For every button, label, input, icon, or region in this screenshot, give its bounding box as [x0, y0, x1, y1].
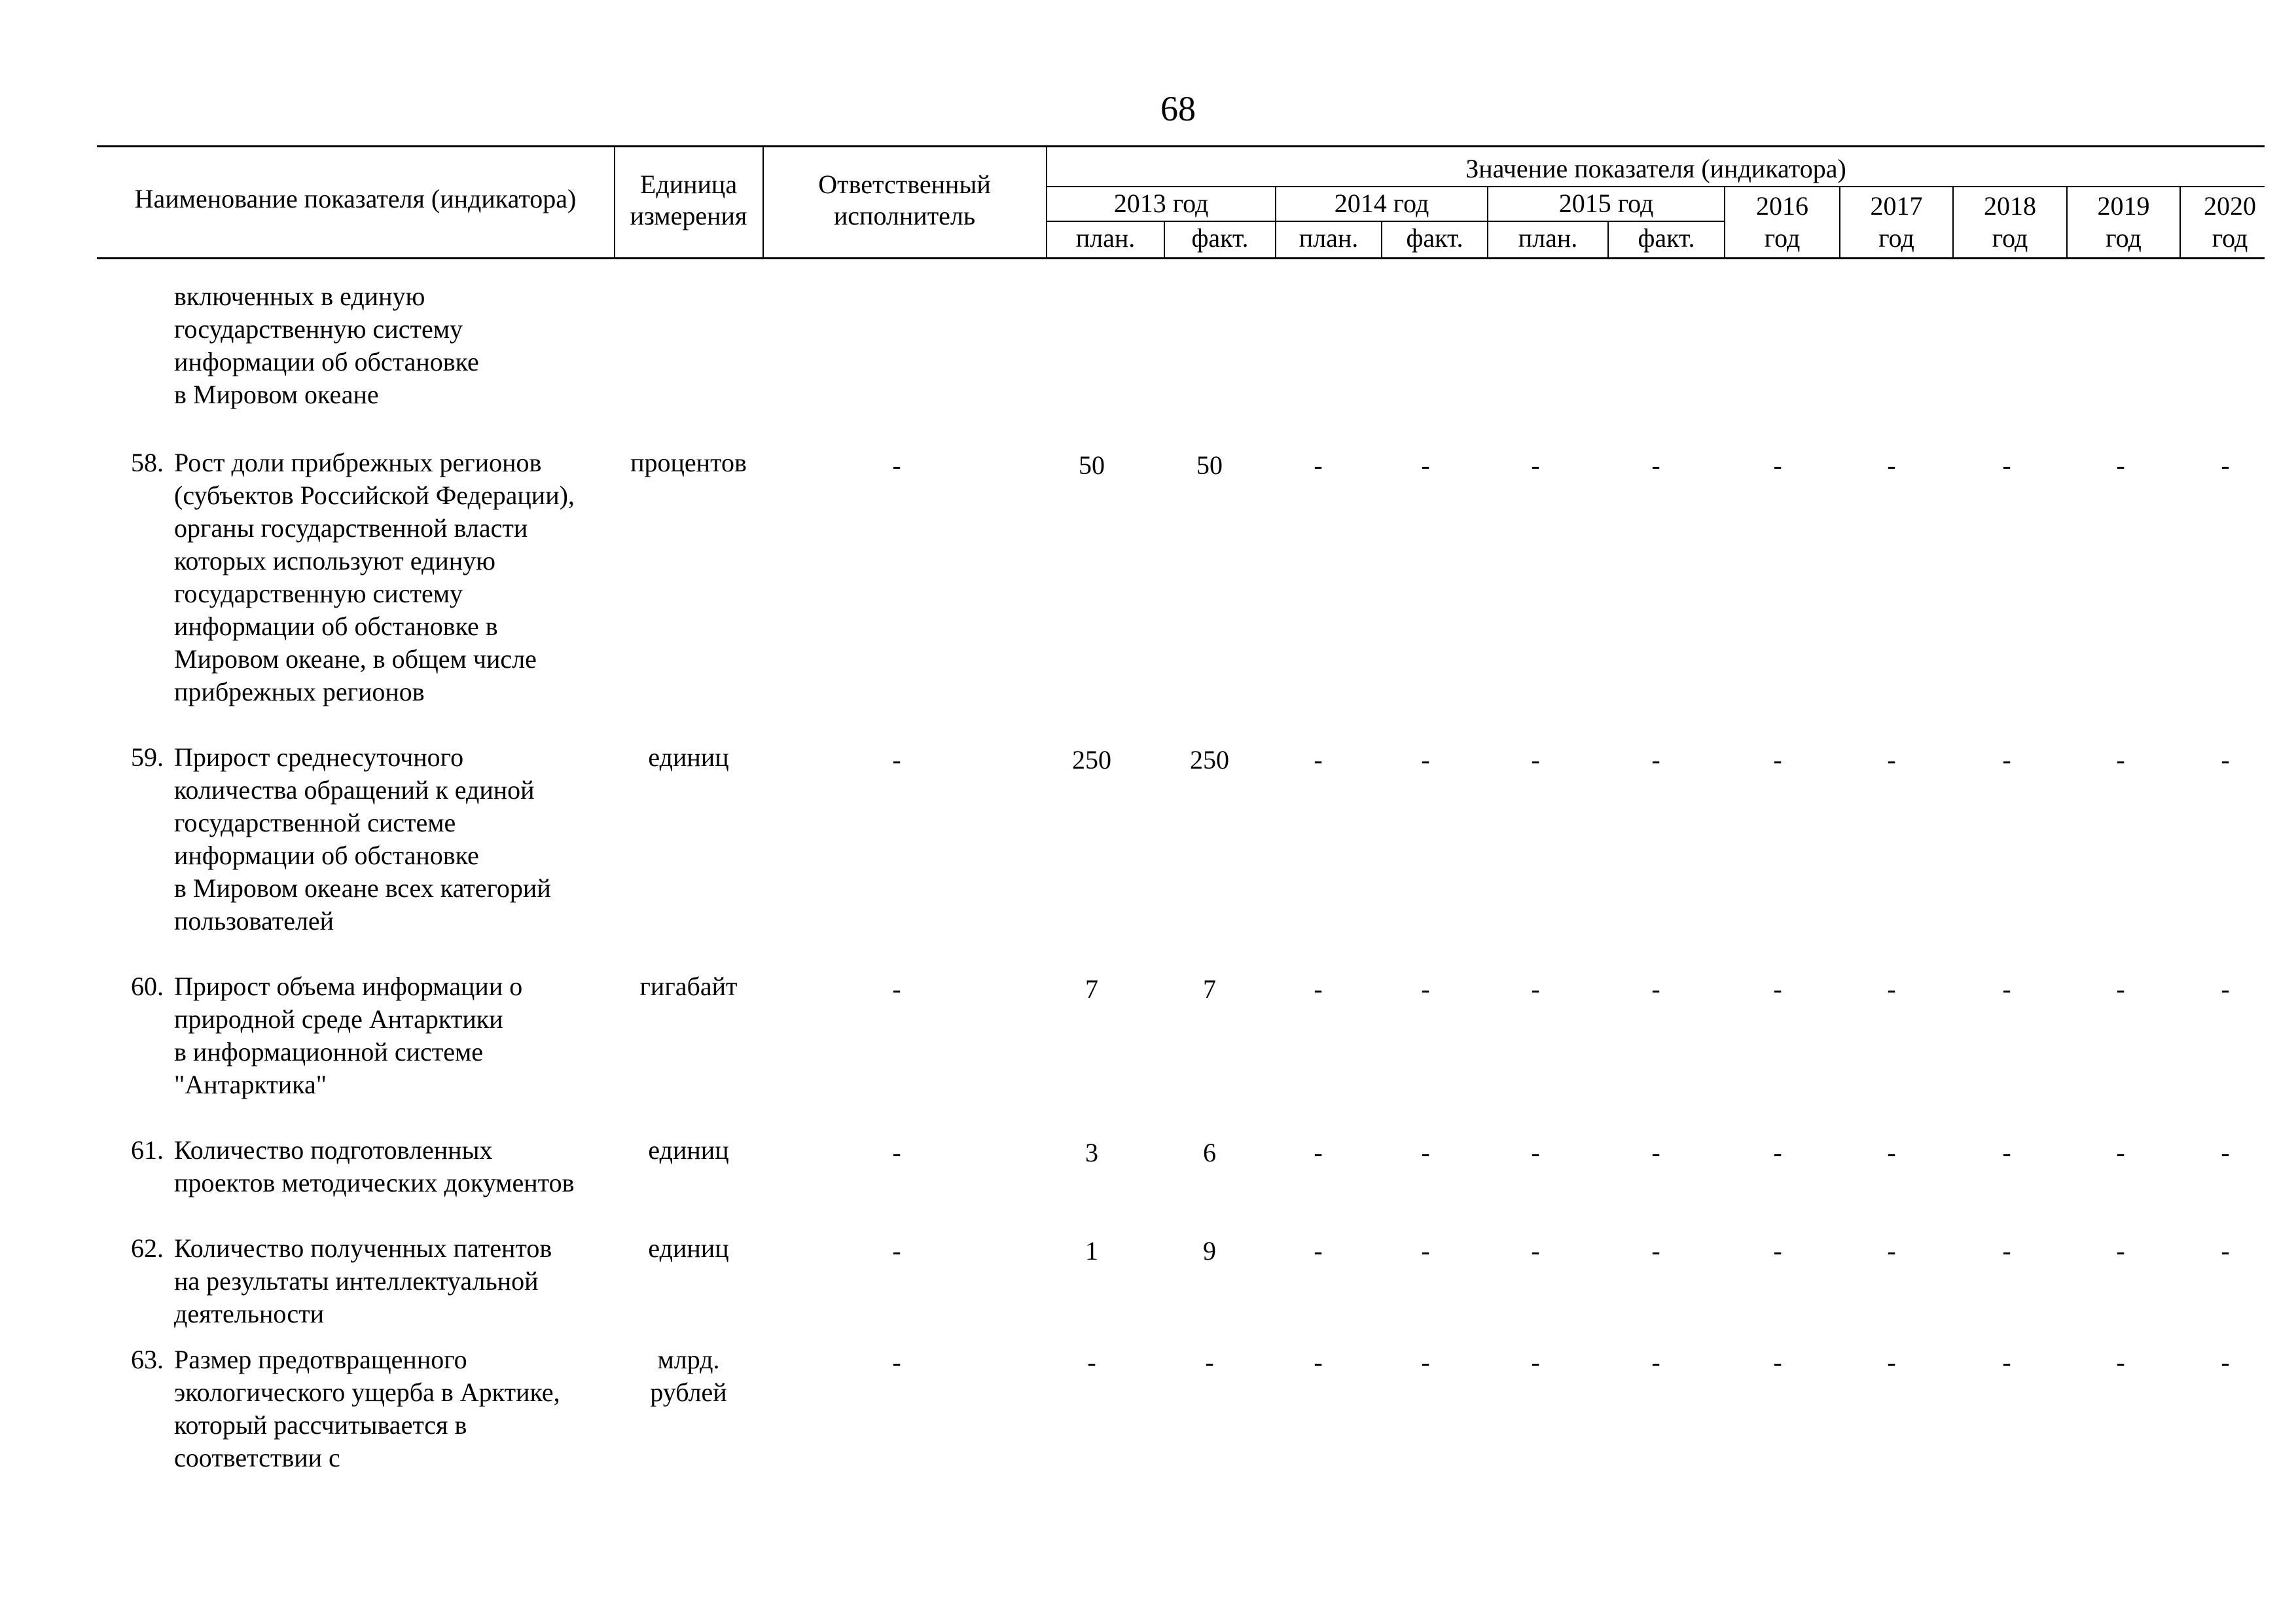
- unit-cell: гигабайт: [639, 972, 738, 1001]
- value-cell: -: [1887, 1236, 1896, 1266]
- value-cell: -: [1651, 974, 1660, 1004]
- value-cell: 3: [1085, 1138, 1098, 1167]
- row-number: 61.: [131, 1135, 164, 1165]
- value-cell: -: [2221, 745, 2230, 775]
- row-number: 58.: [131, 448, 164, 477]
- value-cell: -: [1531, 974, 1540, 1004]
- value-cell: -: [2221, 1138, 2230, 1167]
- indicator-name-line: органы государственной власти: [174, 513, 528, 543]
- indicator-name-line: Количество подготовленных: [174, 1135, 493, 1165]
- indicator-name-line: на результаты интеллектуальной: [174, 1266, 539, 1296]
- indicator-name-line: природной среде Антарктики: [174, 1004, 503, 1034]
- header-year-2013: 2013 год: [1113, 189, 1209, 218]
- unit-cell: процентов: [630, 448, 747, 477]
- row-number: 59.: [131, 742, 164, 772]
- value-cell: -: [2116, 1347, 2125, 1377]
- row-number: 60.: [131, 972, 164, 1001]
- value-cell: 250: [1190, 745, 1229, 775]
- indicator-name-line: экологического ущерба в Арктике,: [174, 1377, 560, 1407]
- value-cell: -: [1651, 1347, 1660, 1377]
- header-2014-plan: план.: [1299, 223, 1359, 253]
- value-cell: 250: [1072, 745, 1111, 775]
- value-cell: -: [2116, 745, 2125, 775]
- unit-cell: рублей: [650, 1377, 727, 1407]
- continuation-line: в Мировом океане: [174, 380, 379, 409]
- value-cell: -: [2002, 1138, 2011, 1167]
- indicator-name-line: государственную систему: [174, 579, 463, 608]
- unit-cell: млрд.: [657, 1345, 720, 1374]
- indicator-name-line: Мировом океане, в общем числе: [174, 644, 537, 674]
- responsible-cell: -: [892, 1347, 901, 1377]
- indicator-name-line: в Мировом океане всех категорий: [174, 873, 551, 903]
- value-cell: 50: [1196, 450, 1223, 480]
- indicator-name-line: информации об обстановке в: [174, 611, 498, 641]
- unit-cell: единиц: [648, 742, 729, 772]
- value-cell: -: [2002, 745, 2011, 775]
- header-2019: 2019: [2097, 191, 2150, 221]
- header-sub-rule: [1046, 221, 1724, 222]
- value-cell: 7: [1203, 974, 1216, 1004]
- value-cell: -: [2116, 974, 2125, 1004]
- value-cell: -: [1314, 1347, 1323, 1377]
- header-2018: 2018: [1984, 191, 2036, 221]
- indicator-name-line: который рассчитывается в: [174, 1410, 467, 1440]
- value-cell: -: [1651, 745, 1660, 775]
- header-value-group: Значение показателя (индикатора): [1465, 154, 1846, 183]
- value-cell: -: [2116, 1236, 2125, 1266]
- value-cell: -: [1421, 1347, 1430, 1377]
- value-cell: 50: [1079, 450, 1105, 480]
- responsible-cell: -: [892, 974, 901, 1004]
- value-cell: -: [1651, 1236, 1660, 1266]
- unit-cell: единиц: [648, 1135, 729, 1165]
- unit-cell: единиц: [648, 1233, 729, 1263]
- indicator-name-line: пользователей: [174, 906, 334, 936]
- header-years-rule: [1046, 186, 2265, 187]
- value-cell: -: [1421, 974, 1430, 1004]
- value-cell: -: [1887, 1347, 1896, 1377]
- value-cell: -: [1531, 450, 1540, 480]
- value-cell: -: [1887, 974, 1896, 1004]
- header-2013-fact: факт.: [1191, 223, 1249, 253]
- header-2015-plan: план.: [1518, 223, 1578, 253]
- responsible-cell: -: [892, 1236, 901, 1266]
- value-cell: 6: [1203, 1138, 1216, 1167]
- header-bottom-rule: [97, 257, 2265, 259]
- value-cell: 9: [1203, 1236, 1216, 1266]
- value-cell: -: [1314, 1236, 1323, 1266]
- value-cell: -: [1314, 1138, 1323, 1167]
- value-cell: -: [1773, 1236, 1782, 1266]
- header-2017: 2017: [1870, 191, 1923, 221]
- value-cell: -: [1531, 1138, 1540, 1167]
- value-cell: -: [1887, 450, 1896, 480]
- header-resp-line1: Ответственный: [818, 170, 991, 199]
- value-cell: -: [2221, 974, 2230, 1004]
- header-2019-suffix: год: [2106, 223, 2142, 253]
- header-2020: 2020: [2204, 191, 2256, 221]
- indicator-name-line: Количество полученных патентов: [174, 1233, 552, 1263]
- indicator-name-line: проектов методических документов: [174, 1168, 575, 1197]
- value-cell: -: [1205, 1347, 1214, 1377]
- indicator-name-line: прибрежных регионов: [174, 677, 425, 706]
- row-number: 63.: [131, 1345, 164, 1374]
- header-name: Наименование показателя (индикатора): [134, 184, 577, 213]
- value-cell: -: [2221, 1347, 2230, 1377]
- header-year-2014: 2014 год: [1334, 189, 1429, 218]
- continuation-line: государственную систему: [174, 314, 463, 344]
- value-cell: -: [2221, 450, 2230, 480]
- value-cell: -: [2116, 1138, 2125, 1167]
- header-resp-line2: исполнитель: [833, 201, 976, 230]
- row-number: 62.: [131, 1233, 164, 1263]
- value-cell: -: [1314, 745, 1323, 775]
- header-top-rule: [97, 145, 2265, 147]
- indicator-name-line: которых используют единую: [174, 546, 496, 575]
- indicator-name-line: информации об обстановке: [174, 841, 479, 870]
- continuation-line: информации об обстановке: [174, 347, 479, 376]
- responsible-cell: -: [892, 1138, 901, 1167]
- indicator-name-line: соответствии с: [174, 1443, 340, 1472]
- value-cell: 7: [1085, 974, 1098, 1004]
- indicator-name-line: в информационной системе: [174, 1037, 484, 1067]
- value-cell: -: [1314, 450, 1323, 480]
- value-cell: -: [1314, 974, 1323, 1004]
- header-2013-plan: план.: [1075, 223, 1136, 253]
- value-cell: -: [1773, 1138, 1782, 1167]
- value-cell: -: [1773, 450, 1782, 480]
- header-2014-fact: факт.: [1406, 223, 1463, 253]
- header-2016: 2016: [1756, 191, 1808, 221]
- value-cell: -: [1773, 1347, 1782, 1377]
- value-cell: -: [1421, 745, 1430, 775]
- indicator-name-line: Прирост объема информации о: [174, 972, 523, 1001]
- value-cell: -: [1651, 450, 1660, 480]
- value-cell: -: [1531, 1236, 1540, 1266]
- value-cell: -: [1087, 1347, 1096, 1377]
- value-cell: -: [2002, 1236, 2011, 1266]
- header-2015-fact: факт.: [1638, 223, 1695, 253]
- value-cell: -: [1887, 1138, 1896, 1167]
- indicator-name-line: государственной системе: [174, 808, 456, 837]
- value-cell: -: [1421, 1236, 1430, 1266]
- value-cell: 1: [1085, 1236, 1098, 1266]
- value-cell: -: [1531, 745, 1540, 775]
- value-cell: -: [2002, 974, 2011, 1004]
- value-cell: -: [1531, 1347, 1540, 1377]
- value-cell: -: [1421, 1138, 1430, 1167]
- indicator-name-line: Прирост среднесуточного: [174, 742, 464, 772]
- value-cell: -: [1773, 974, 1782, 1004]
- header-2016-suffix: год: [1764, 223, 1801, 253]
- value-cell: -: [1421, 450, 1430, 480]
- responsible-cell: -: [892, 745, 901, 775]
- indicator-name-line: Размер предотвращенного: [174, 1345, 467, 1374]
- indicator-name-line: Рост доли прибрежных регионов: [174, 448, 542, 477]
- value-cell: -: [2221, 1236, 2230, 1266]
- header-unit-line1: Единица: [639, 170, 738, 199]
- responsible-cell: -: [892, 450, 901, 480]
- indicator-name-line: деятельности: [174, 1299, 324, 1328]
- header-2020-suffix: год: [2212, 223, 2248, 253]
- continuation-line: включенных в единую: [174, 282, 425, 311]
- indicator-name-line: количества обращений к единой: [174, 775, 535, 805]
- value-cell: -: [1773, 745, 1782, 775]
- value-cell: -: [2002, 1347, 2011, 1377]
- value-cell: -: [2116, 450, 2125, 480]
- indicator-name-line: "Антарктика": [174, 1070, 327, 1099]
- page-number: 68: [1160, 89, 1196, 128]
- indicator-name-line: (субъектов Российской Федерации),: [174, 481, 575, 510]
- value-cell: -: [2002, 450, 2011, 480]
- value-cell: -: [1651, 1138, 1660, 1167]
- header-year-2015: 2015 год: [1558, 189, 1654, 218]
- value-cell: -: [1887, 745, 1896, 775]
- header-2018-suffix: год: [1992, 223, 2028, 253]
- header-unit-line2: измерения: [630, 201, 747, 230]
- header-2017-suffix: год: [1878, 223, 1914, 253]
